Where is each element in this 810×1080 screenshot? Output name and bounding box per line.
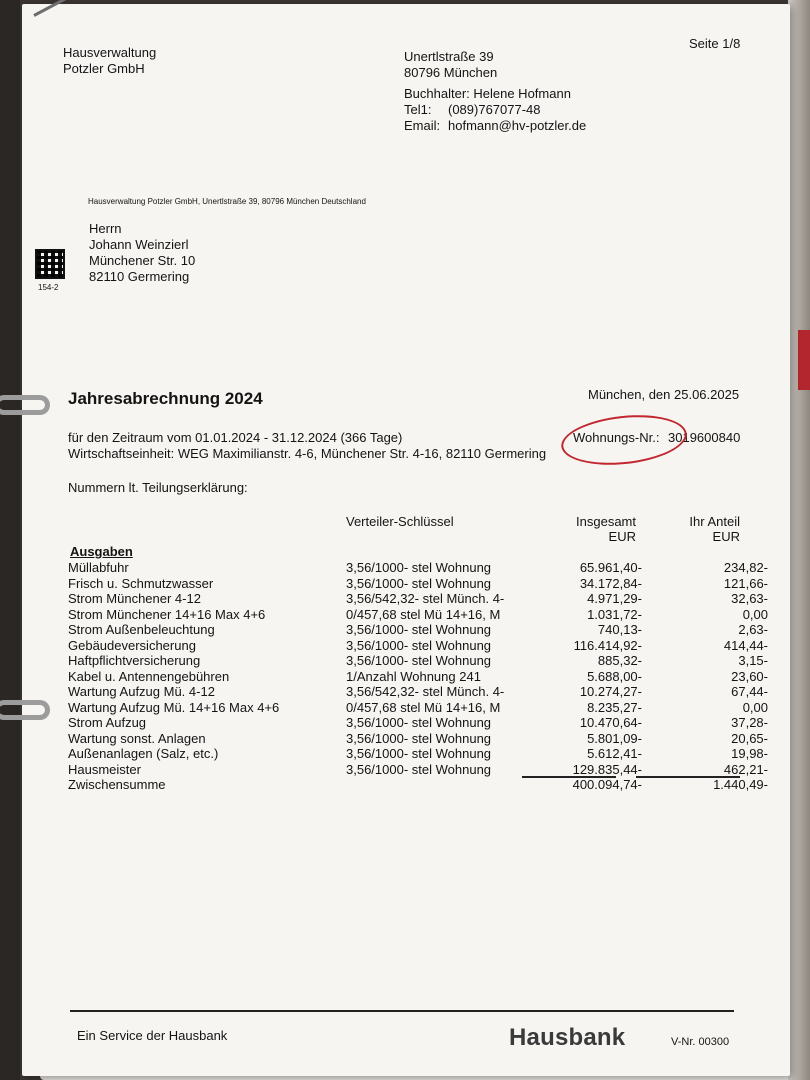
unit-number-label: Wohnungs-Nr.:: [573, 430, 660, 445]
column-header-total: Insgesamt: [576, 514, 636, 529]
table-row: [68, 591, 768, 606]
row-distribution-key: 3,56/1000- stel Wohnung: [346, 622, 492, 637]
recipient-city: 82110 Germering: [89, 269, 190, 284]
row-share: 23,60-: [731, 668, 768, 684]
row-total: 4.971,29-: [587, 591, 642, 606]
row-label: Zwischensumme: [68, 777, 166, 792]
column-header-share: Ihr Anteil: [689, 514, 740, 529]
row-share: 234,82-: [723, 560, 768, 575]
row-distribution-key: 3,56/1000- stel Wohnung: [346, 746, 492, 761]
unit-number: 3019600840: [668, 430, 741, 445]
row-share: 37,28-: [731, 715, 768, 730]
email-label: Email:: [404, 118, 441, 133]
phone-label: Tel1:: [404, 102, 432, 117]
table-row: [68, 700, 768, 715]
company-name-line2: Potzler GmbH: [63, 61, 145, 76]
row-label: Wartung sonst. Anlagen: [68, 730, 206, 746]
row-share: 414,44-: [723, 637, 768, 653]
row-label: Wartung Aufzug Mü. 14+16 Max 4+6: [68, 699, 280, 715]
table-row: [68, 684, 768, 699]
row-share: 2,63-: [738, 622, 768, 637]
binder-ring-bottom: [0, 700, 50, 720]
recipient-code: 154-2: [38, 283, 59, 292]
row-distribution-key: 3,56/1000- stel Wohnung: [346, 761, 492, 777]
row-share: 20,65-: [731, 730, 768, 746]
row-distribution-key: 3,56/1000- stel Wohnung: [346, 730, 492, 746]
row-share: 32,63-: [731, 591, 768, 606]
row-label: Kabel u. Antennengebühren: [68, 668, 230, 684]
row-label: Gebäudeversicherung: [68, 637, 196, 653]
row-total: 740,13-: [597, 622, 642, 637]
column-header-key: Verteiler-Schlüssel: [346, 514, 454, 529]
row-label: Strom Außenbeleuchtung: [68, 622, 215, 637]
row-share: 121,66-: [723, 575, 768, 591]
table-row: [68, 715, 768, 730]
row-distribution-key: 3,56/1000- stel Wohnung: [346, 715, 492, 730]
row-share: 3,15-: [738, 653, 768, 668]
row-distribution-key: 3,56/542,32- stel Münch. 4-: [346, 684, 505, 699]
row-label: Frisch u. Schmutzwasser: [68, 575, 214, 591]
recipient-name: Johann Weinzierl: [89, 237, 189, 252]
binder-spine: [0, 0, 20, 1080]
table-row: [68, 638, 768, 653]
row-total: 5.688,00-: [587, 668, 642, 684]
partition-numbers-note: Nummern lt. Teilungserklärung:: [68, 480, 248, 495]
row-total: 34.172,84-: [579, 575, 642, 591]
row-total: 116.414,92-: [573, 637, 642, 653]
row-share: 19,98-: [731, 746, 768, 761]
row-distribution-key: 3,56/1000- stel Wohnung: [346, 575, 492, 591]
row-total: 885,32-: [597, 653, 642, 668]
row-total: 400.094,74-: [572, 777, 642, 792]
version-number: V-Nr. 00300: [671, 1036, 730, 1048]
table-row: [68, 576, 768, 591]
billing-period: für den Zeitraum vom 01.01.2024 - 31.12.2024 (366 Tage): [68, 430, 403, 445]
table-row: [68, 560, 768, 575]
row-distribution-key: 3,56/1000- stel Wohnung: [346, 653, 492, 668]
recipient-street: Münchener Str. 10: [89, 253, 196, 268]
column-header-total-unit: EUR: [608, 529, 636, 544]
section-heading-expenses: Ausgaben: [70, 544, 133, 559]
row-distribution-key: 1/Anzahl Wohnung 241: [346, 668, 481, 684]
row-label: Wartung Aufzug Mü. 4-12: [68, 684, 215, 699]
row-total: 65.961,40-: [579, 560, 642, 575]
page-stack-edge: [788, 0, 810, 1080]
page-number: Seite 1/8: [689, 36, 741, 51]
row-share: 462,21-: [723, 761, 768, 777]
row-distribution-key: 0/457,68 stel Mü 14+16, M: [346, 699, 501, 715]
row-share: 0,00: [742, 606, 768, 622]
row-distribution-key: 3,56/1000- stel Wohnung: [346, 560, 492, 575]
table-row: [68, 746, 768, 761]
company-city: 80796 München: [404, 65, 498, 80]
datamatrix-code: [35, 249, 65, 279]
recipient-salutation: Herrn: [89, 221, 122, 236]
company-name-line1: Hausverwaltung: [63, 45, 157, 60]
company-street: Unertlstraße 39: [404, 49, 494, 64]
row-total: 1.031,72-: [587, 606, 642, 622]
row-label: Haftpflichtversicherung: [68, 653, 201, 668]
table-row: [68, 762, 768, 777]
place-date: München, den 25.06.2025: [588, 387, 740, 402]
binder-ring-top: [0, 395, 50, 415]
row-total: 10.274,27-: [579, 684, 642, 699]
row-total: 5.801,09-: [587, 730, 642, 746]
row-share: 1.440,49-: [713, 777, 768, 792]
email-address: hofmann@hv-potzler.de: [448, 118, 587, 133]
column-header-share-unit: EUR: [712, 529, 740, 544]
hausbank-logo: Hausbank: [509, 1024, 626, 1051]
row-label: Strom Aufzug: [68, 715, 147, 730]
document-title: Jahresabrechnung 2024: [68, 389, 263, 408]
document-page: [22, 4, 790, 1076]
row-total: 8.235,27-: [587, 699, 642, 715]
accountant: Buchhalter: Helene Hofmann: [404, 86, 571, 101]
row-share: 67,44-: [731, 684, 768, 699]
red-divider-tab: [798, 330, 810, 390]
table-row: [68, 622, 768, 637]
handwritten-circle-mark: [559, 410, 689, 471]
row-label: Hausmeister: [68, 761, 141, 777]
row-label: Außenanlagen (Salz, etc.): [68, 746, 219, 761]
row-share: 0,00: [742, 699, 768, 715]
row-distribution-key: 0/457,68 stel Mü 14+16, M: [346, 606, 501, 622]
row-distribution-key: 3,56/1000- stel Wohnung: [346, 637, 492, 653]
sender-return-address: Hausverwaltung Potzler GmbH, Unertlstraße 39, 80796 München Deutschland: [88, 197, 366, 206]
table-row: [68, 653, 768, 668]
row-label: Strom Münchener 4-12: [68, 591, 201, 606]
row-total: 5.612,41-: [587, 746, 642, 761]
staple: [33, 0, 77, 17]
footer-service-text: Ein Service der Hausbank: [77, 1028, 228, 1043]
table-row: [68, 731, 768, 746]
table-row: [68, 777, 768, 792]
phone-number: (089)767077-48: [448, 102, 541, 117]
row-distribution-key: 3,56/542,32- stel Münch. 4-: [346, 591, 505, 606]
row-label: Strom Münchener 14+16 Max 4+6: [68, 606, 266, 622]
row-total: 10.470,64-: [579, 715, 642, 730]
row-label: Müllabfuhr: [68, 560, 129, 575]
subtotal-rule-total: [522, 776, 616, 778]
row-total: 129.835,44-: [572, 761, 642, 777]
economic-unit: Wirtschaftseinheit: WEG Maximilianstr. 4-6, Münchener Str. 4-16, 82110 Germering: [68, 446, 547, 461]
table-row: [68, 669, 768, 684]
subtotal-rule-share: [636, 776, 740, 778]
footer-rule: [70, 1010, 734, 1012]
table-row: [68, 607, 768, 622]
